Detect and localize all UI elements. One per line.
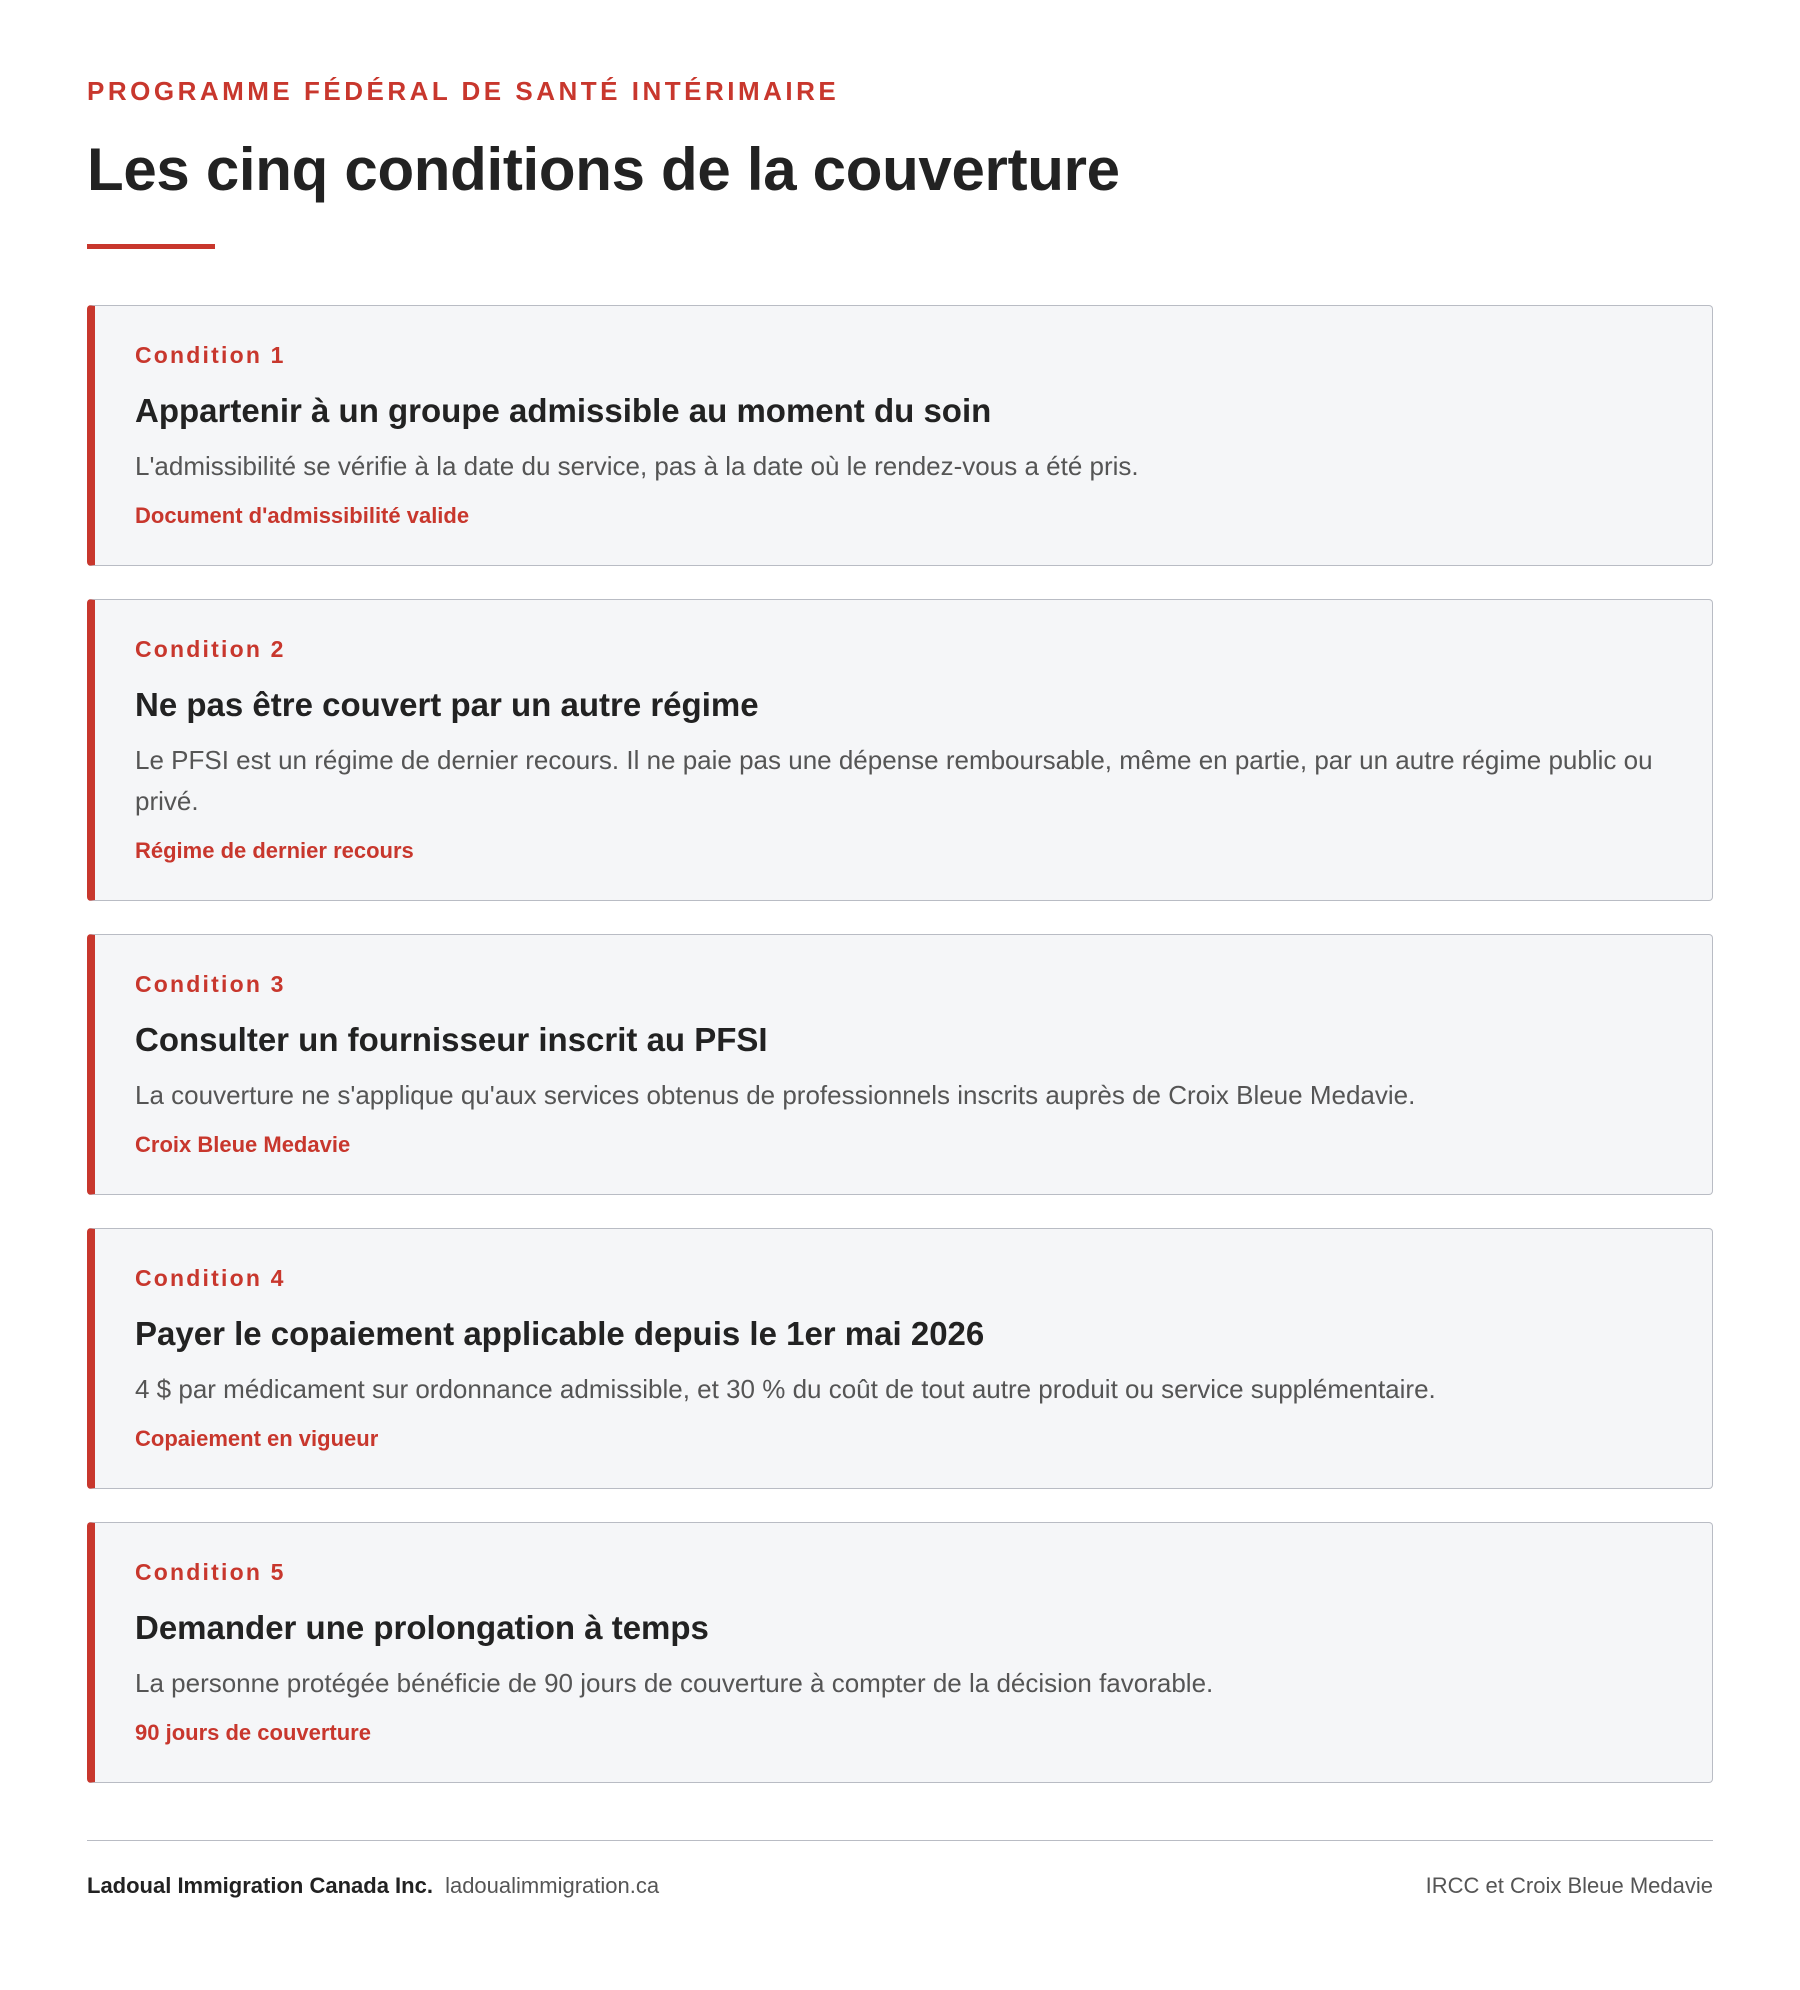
- title-accent-rule: [87, 244, 215, 249]
- condition-tag: Croix Bleue Medavie: [135, 1132, 351, 1157]
- condition-label: Condition 4: [135, 1265, 286, 1291]
- condition-description: Le PFSI est un régime de dernier recours. Il ne paie pas une dépense remboursable, même en partie, par un autre régime public ou privé.: [135, 745, 1653, 816]
- condition-title: Appartenir à un groupe admissible au moment du soin: [135, 392, 992, 429]
- condition-label: Condition 1: [135, 342, 286, 368]
- condition-tag: Copaiement en vigueur: [135, 1426, 379, 1451]
- condition-card-2: [87, 599, 1713, 901]
- condition-title: Consulter un fournisseur inscrit au PFSI: [135, 1021, 768, 1058]
- page-footer: [87, 1840, 1713, 1901]
- condition-description: La couverture ne s'applique qu'aux services obtenus de professionnels inscrits auprès de Croix Bleue Medavie.: [135, 1080, 1416, 1110]
- company-name: Ladoual Immigration Canada Inc.: [87, 1873, 433, 1898]
- condition-label: Condition 2: [135, 636, 286, 662]
- condition-label: Condition 3: [135, 971, 286, 997]
- condition-tag: Régime de dernier recours: [135, 838, 414, 863]
- condition-card-3: [87, 934, 1713, 1195]
- condition-description: La personne protégée bénéficie de 90 jours de couverture à compter de la décision favorable.: [135, 1668, 1214, 1698]
- condition-card-5: [87, 1522, 1713, 1783]
- condition-card-4: [87, 1228, 1713, 1489]
- condition-label: Condition 5: [135, 1559, 286, 1585]
- website-link[interactable]: ladoualimmigration.ca: [445, 1873, 660, 1898]
- conditions-list: [87, 305, 1713, 1783]
- page-header: [87, 74, 1713, 249]
- footer-brand: [87, 1871, 659, 1901]
- condition-description: L'admissibilité se vérifie à la date du service, pas à la date où le rendez-vous a été pris.: [135, 451, 1139, 481]
- condition-tag: 90 jours de couverture: [135, 1720, 371, 1745]
- condition-title: Demander une prolongation à temps: [135, 1609, 709, 1646]
- condition-description: 4 $ par médicament sur ordonnance admissible, et 30 % du coût de tout autre produit ou service supplémentaire.: [135, 1374, 1436, 1404]
- condition-title: Payer le copaiement applicable depuis le 1er mai 2026: [135, 1315, 985, 1352]
- page-title: Les cinq conditions de la couverture: [87, 136, 1120, 203]
- condition-tag: Document d'admissibilité valide: [135, 503, 470, 528]
- program-eyebrow: PROGRAMME FÉDÉRAL DE SANTÉ INTÉRIMAIRE: [87, 76, 840, 106]
- condition-title: Ne pas être couvert par un autre régime: [135, 686, 759, 723]
- footer-source: IRCC et Croix Bleue Medavie: [1425, 1873, 1713, 1898]
- condition-card-1: [87, 305, 1713, 566]
